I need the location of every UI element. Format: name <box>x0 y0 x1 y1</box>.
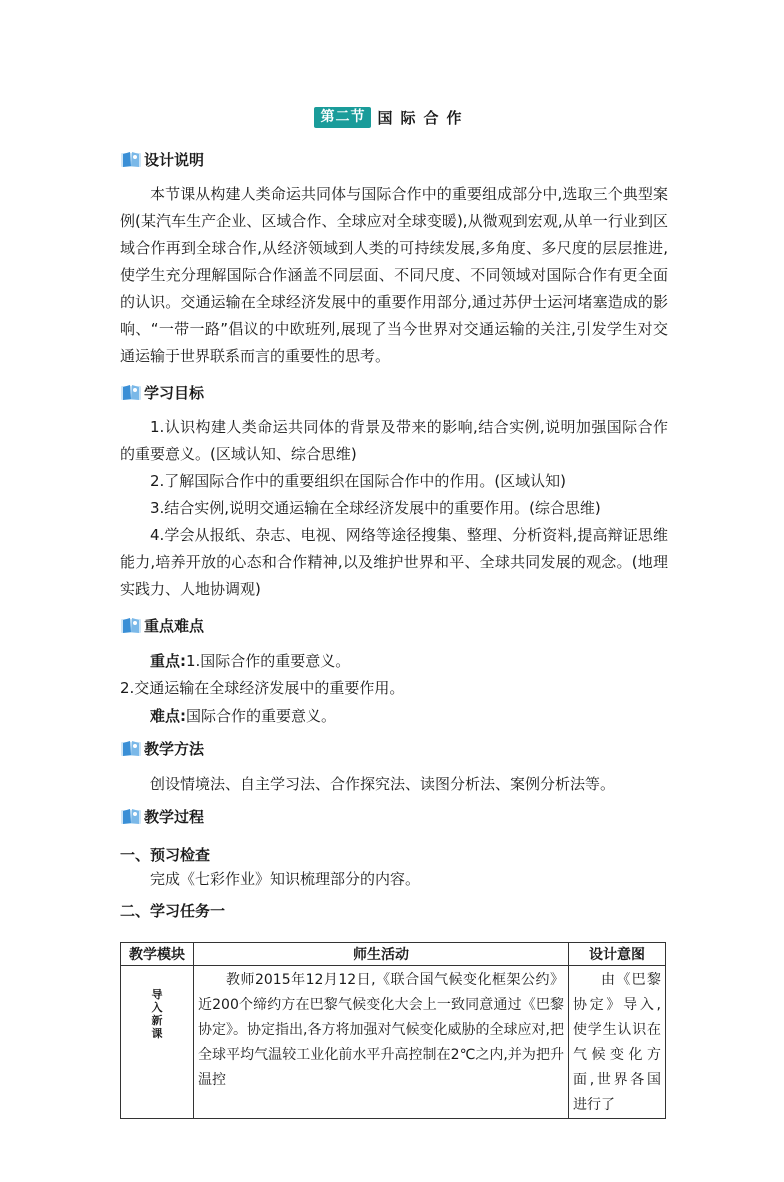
header-module: 教学模块 <box>121 943 194 966</box>
intent-cell: 由《巴黎协定》导入,使学生认识在气候变化方面,世界各国进行了 <box>569 966 666 1119</box>
objective-item: 2.了解国际合作中的重要组织在国际合作中的作用。(区域认知) <box>150 472 567 490</box>
lesson-table <box>120 942 666 1119</box>
objective-item: 3.结合实例,说明交通运输在全球经济发展中的重要作用。(综合思维) <box>150 499 601 517</box>
module-char: 课 <box>151 1027 163 1040</box>
heading-key-points <box>120 614 204 636</box>
key-label: 重点: <box>150 652 186 670</box>
book-icon <box>120 383 142 401</box>
heading-objectives <box>120 381 204 403</box>
section-badge: 第二节 <box>314 107 371 128</box>
step2-title: 二、学习任务一 <box>120 902 226 920</box>
heading-methods <box>120 737 204 759</box>
heading-label: 学习目标 <box>144 383 205 402</box>
heading-label: 重点难点 <box>144 616 205 635</box>
design-note-body: 本节课从构建人类命运共同体与国际合作中的重要组成部分中,选取三个典型案例(某汽车生产企业、区域合作、全球应对全球变暖),从微观到宏观,从单一行业到区域合作再到全球合作,从经济领域到人类的可持续发展,多角度、多尺度的层层推进,使学生充分理解国际合作涵盖不同层面、不同尺度、不同领域对国际合作有更全面的认识。交通运输在全球经济发展中的重要作用部分,通过苏伊士运河堵塞造成的影响、“一带一路”倡议的中欧班列,展现了当今世界对交通运输的关注,引发学生对交通运输于世界联系而言的重要性的思考。 <box>120 185 668 365</box>
heading-label: 教学方法 <box>144 739 205 758</box>
heading-label: 设计说明 <box>144 150 205 169</box>
header-activity: 师生活动 <box>194 943 569 966</box>
book-icon <box>120 616 142 634</box>
module-cell <box>121 966 194 1119</box>
difficulty-line <box>150 703 336 730</box>
module-char: 新 <box>151 1014 163 1027</box>
heading-process <box>120 805 204 827</box>
module-char: 导 <box>151 988 163 1001</box>
objective-item: 4.学会从报纸、杂志、电视、网络等途径搜集、整理、分析资料,提高辩证思维能力,培养开放的心态和合作精神,以及维护世界和平、全球共同发展的观念。(地理实践力、人地协调观) <box>120 526 668 598</box>
difficulty-label: 难点: <box>150 707 186 725</box>
module-char: 入 <box>151 1001 163 1014</box>
book-icon <box>120 739 142 757</box>
difficulty-text: 国际合作的重要意义。 <box>186 707 337 725</box>
table-row <box>121 966 666 1119</box>
activity-cell: 教师2015年12月12日,《联合国气候变化框架公约》近200个缔约方在巴黎气候变化大会上一致同意通过《巴黎协定》。协定指出,各方将加强对气候变化威胁的全球应对,把全球平均气温较工业化前水平升高控制在2℃之内,并为把升温控 <box>194 966 569 1119</box>
section-title <box>0 107 784 128</box>
step1-title: 一、预习检查 <box>120 846 211 864</box>
page-title: 国际合作 <box>377 109 470 127</box>
key-point-line <box>150 648 350 675</box>
header-intent: 设计意图 <box>569 943 666 966</box>
key-point-2: 2.交通运输在全球经济发展中的重要作用。 <box>120 679 405 697</box>
heading-design-note <box>120 148 204 170</box>
book-icon <box>120 150 142 168</box>
table-header-row <box>121 943 666 966</box>
book-icon <box>120 807 142 825</box>
key-point-1: 1.国际合作的重要意义。 <box>186 652 351 670</box>
methods-body: 创设情境法、自主学习法、合作探究法、读图分析法、案例分析法等。 <box>150 775 616 793</box>
heading-label: 教学过程 <box>144 807 205 826</box>
step1-body: 完成《七彩作业》知识梳理部分的内容。 <box>150 870 421 888</box>
objective-item: 1.认识构建人类命运共同体的背景及带来的影响,结合实例,说明加强国际合作的重要意义。(区域认知、综合思维) <box>120 418 668 463</box>
